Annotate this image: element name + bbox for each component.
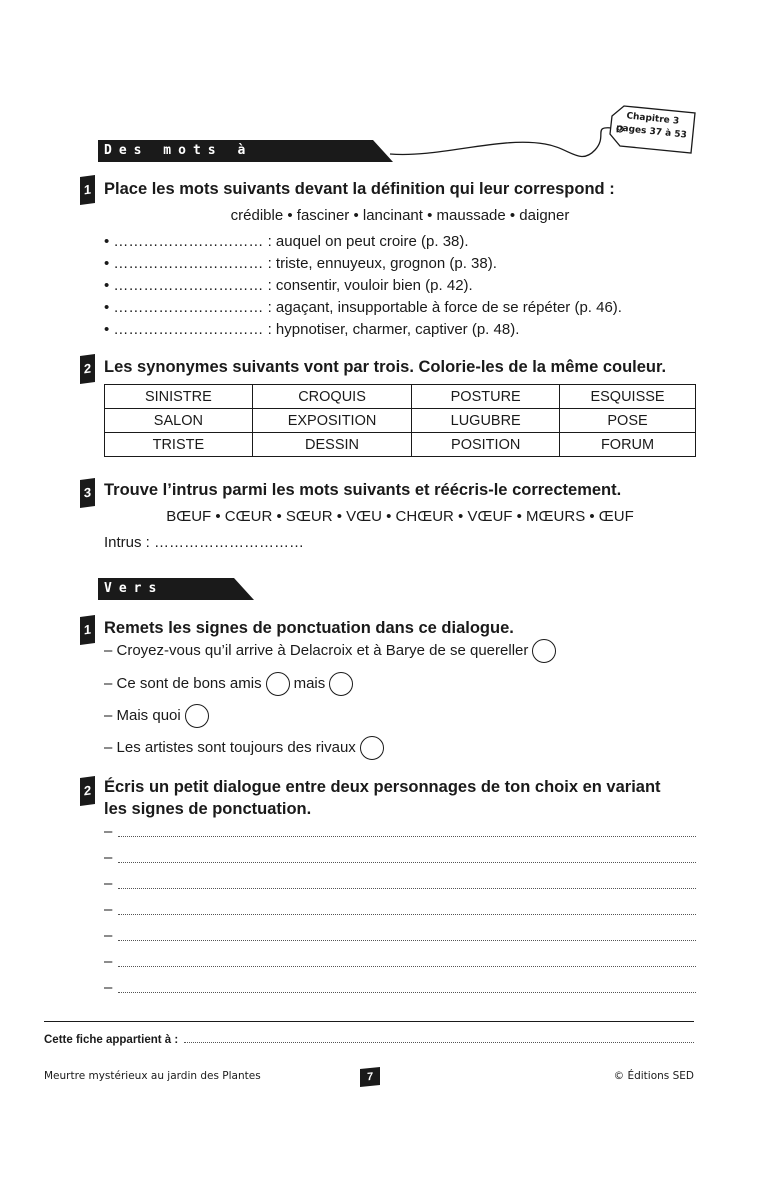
punctuation-circle[interactable] [360,736,384,760]
table-row [105,433,696,457]
dash: – [104,979,113,996]
word-list: crédible • fasciner • lancinant • maussade • daigner [230,207,570,224]
intrus-answer[interactable]: Intrus : ………………………… [104,534,305,551]
definition-item: • ………………………… : hypnotiser, charmer, captiver (p. 48). [104,321,520,338]
punctuation-circle[interactable] [329,672,353,696]
question-number: 2 [80,354,95,384]
dash: – [104,927,113,944]
dash: – [104,849,113,866]
dash: – [104,901,113,918]
book-title: Meurtre mystérieux au jardin des Plantes [44,1070,261,1082]
dialogue-text: – Les artistes sont toujours des rivaux [104,739,356,756]
punctuation-circle[interactable] [532,639,556,663]
question-number: 3 [80,478,95,508]
question-number: 2 [80,776,95,806]
table-row [105,409,696,433]
footer-divider [44,1021,694,1022]
dotted-line [118,988,696,993]
question-title: Trouve l’intrus parmi les mots suivants et réécris-le correctement. [104,481,622,499]
table-cell[interactable]: ESQUISSE [560,385,696,409]
owner-field[interactable] [44,1034,694,1046]
table-cell[interactable]: DESSIN [252,433,412,457]
table-cell[interactable]: TRISTE [105,433,253,457]
dialogue-line [104,638,560,664]
definition-item: • ………………………… : agaçant, insupportable à force de se répéter (p. 46). [104,299,622,316]
definition-item: • ………………………… : triste, ennuyeux, grognon (p. 38). [104,255,497,272]
question-title: Place les mots suivants devant la définition qui leur correspond : [104,180,615,198]
dotted-line [118,858,696,863]
writing-line[interactable] [104,849,696,866]
question-title: Remets les signes de ponctuation dans ce dialogue. [104,619,514,637]
question-number: 1 [80,175,95,205]
dialogue-line [104,671,357,697]
owner-label: Cette fiche appartient à : [44,1034,179,1046]
dotted-line [118,832,696,837]
dialogue-text: – Mais quoi [104,707,181,724]
dotted-line [118,962,696,967]
table-cell[interactable]: CROQUIS [252,385,412,409]
question-number: 1 [80,615,95,645]
table-cell[interactable]: FORUM [560,433,696,457]
tag-chapter: Chapitre 3 [625,111,680,127]
word-list: BŒUF • CŒUR • SŒUR • VŒU • CHŒUR • VŒUF • MŒURS • ŒUF [166,508,634,525]
writing-line[interactable] [104,927,696,944]
synonyms-table [104,384,696,457]
dotted-line [118,910,696,915]
dialogue-line [104,735,388,761]
writing-line[interactable] [104,953,696,970]
writing-line[interactable] [104,823,696,840]
dialogue-line [104,703,213,729]
question-title-continued: les signes de ponctuation. [104,800,312,818]
definition-item: • ………………………… : auquel on peut croire (p. 38). [104,233,469,250]
punctuation-circle[interactable] [185,704,209,728]
dash: – [104,953,113,970]
publisher: © Éditions SED [613,1070,694,1082]
question-title: Les synonymes suivants vont par trois. Colorie-les de la même couleur. [104,358,667,376]
writing-line[interactable] [104,901,696,918]
table-cell[interactable]: POSITION [412,433,560,457]
dotted-line [184,1042,694,1043]
writing-line[interactable] [104,979,696,996]
page-number: 7 [360,1067,380,1087]
section-banner-writing: Vers l’écrit [98,578,234,600]
tag-pages: pages 37 à 53 [615,123,688,141]
table-cell[interactable]: SALON [105,409,253,433]
dialogue-text: – Croyez-vous qu’il arrive à Delacroix et à Barye de se quereller [104,642,529,659]
table-cell[interactable]: LUGUBRE [412,409,560,433]
punctuation-circle[interactable] [266,672,290,696]
dotted-line [118,884,696,889]
table-cell[interactable]: POSTURE [412,385,560,409]
table-row [105,385,696,409]
definition-item: • ………………………… : consentir, vouloir bien (p. 42). [104,277,473,294]
table-cell[interactable]: EXPOSITION [252,409,412,433]
dash: – [104,875,113,892]
table-cell[interactable]: SINISTRE [105,385,253,409]
dialogue-text: mais [293,675,326,692]
section-banner-vocabulary: Des mots à apprivoiser [98,140,373,162]
question-title: Écris un petit dialogue entre deux personnages de ton choix en variant [104,778,661,796]
dash: – [104,823,113,840]
dialogue-text: – Ce sont de bons amis [104,675,262,692]
writing-line[interactable] [104,875,696,892]
table-cell[interactable]: POSE [560,409,696,433]
dotted-line [118,936,696,941]
